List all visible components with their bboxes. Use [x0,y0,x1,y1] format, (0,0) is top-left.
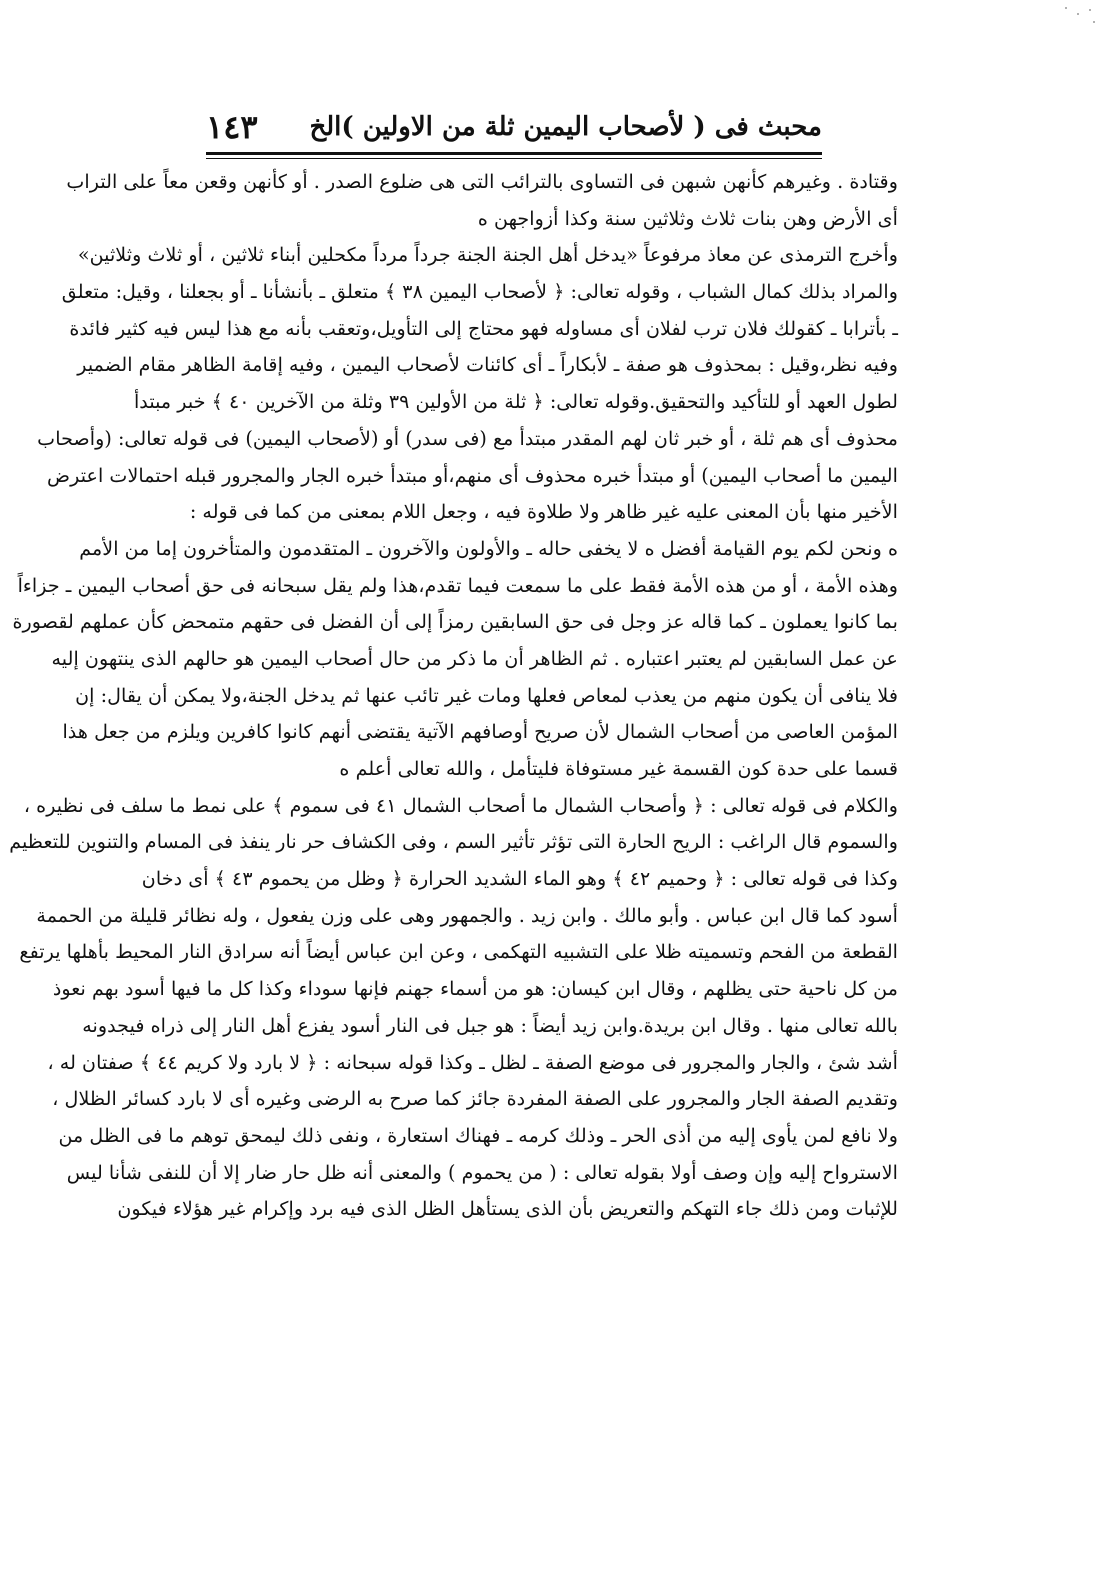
text-line: القطعة من الفحم وتسميته ظلا على التشبيه التهكمى ، وعن ابن عباس أيضاً أنه سرادق النار المحيط بأهلها يرتفع [19,940,898,964]
text-line: أسود كما قال ابن عباس . وأبو مالك . وابن زيد . والجمهور وهى على وزن يفعول ، وله نظائر قليلة من الحممة [36,903,898,927]
header-rule [206,152,822,155]
text-line: والسموم قال الراغب : الريح الحارة التى تؤثر تأثير السم ، وفى الكشاف حر نار ينفذ فى المسام والتنوين للتعظيم [9,830,898,854]
text-line: والمراد بذلك كمال الشباب ، وقوله تعالى: ﴿ لأصحاب اليمين ٣٨ ﴾ متعلق ـ بأنشأنا ـ أو بجعلنا ، وقيل: متعلق [61,280,898,304]
text-line: المؤمن العاصى من أصحاب الشمال لأن صريح أوصافهم الآتية يقتضى أنهم كانوا كافرين ويلزم من جعل هذا [62,720,898,744]
text-line: ولا نافع لمن يأوى إليه من أذى الحر ـ وذلك كرمه ـ فهناك استعارة ، ونفى ذلك ليمحق توهم ما فى الظل من [58,1123,898,1147]
text-line: وأخرج الترمذى عن معاذ مرفوعاً «يدخل أهل الجنة الجنة جرداً مرداً مكحلين أبناء ثلاثين ، أو ثلاث وثلاثين» [77,243,898,267]
text-line: محذوف أى هم ثلة ، أو خبر ثان لهم المقدر مبتدأ مع (فى سدر) أو (لأصحاب اليمين) فى قوله تعالى: (وأصحاب [37,426,898,450]
text-line: وقتادة . وغيرهم كأنهن شبهن فى التساوى بالترائب التى هى ضلوع الصدر . أو كأنهن وقعن معاً على التراب [66,170,898,193]
text-line: الأخير منها بأن المعنى عليه غير ظاهر ولا طلاوة فيه ، وجعل اللام بمعنى من كما فى قوله : [189,500,898,524]
text-line: للإثبات ومن ذلك جاء التهكم والتعريض بأن الذى يستأهل الظل الذى فيه برد وإكرام غير هؤلاء فيكون [117,1197,898,1221]
text-line: أى الأرض وهن بنات ثلاث وثلاثين سنة وكذا أزواجهن ه [477,206,898,230]
page-number: ١٤٣ [206,108,258,146]
text-line: لطول العهد أو للتأكيد والتحقيق.وقوله تعالى: ﴿ ثلة من الأولين ٣٩ وثلة من الآخرين ٤٠ ﴾ خبر مبتدأ [133,390,898,414]
text-line: عن عمل السابقين لم يعتبر اعتباره . ثم الظاهر أن ما ذكر من حال أصحاب اليمين هو حالهم الذى ينتهون إليه [51,646,898,670]
text-line: وكذا فى قوله تعالى : ﴿ وحميم ٤٢ ﴾ وهو الماء الشديد الحرارة ﴿ وظل من يحموم ٤٣ ﴾ أى دخان [141,867,898,891]
text-line: قسما على حدة كون القسمة غير مستوفاة فليتأمل ، والله تعالى أعلم ه [339,757,898,780]
text-line: اليمين ما أصحاب اليمين) أو مبتدأ خبره محذوف أى منهم،أو مبتدأ خبره الجار والمجرور قبله احتمالات اعترض [46,463,898,487]
text-line: الاسترواح إليه وإن وصف أولا بقوله تعالى : ( من يحموم ) والمعنى أنه ظل حار ضار إلا أن للنفى شأنا ليس [66,1160,898,1184]
text-line: ه ونحن لكم يوم القيامة أفضل ه لا يخفى حاله ـ والأولون والآخرون ـ المتقدمون والمتأخرون إما من الأمم [79,536,898,560]
running-title: محبث فى ( لأصحاب اليمين ثلة من الاولين )الخ [309,112,822,142]
text-line: فلا ينافى أن يكون منهم من يعذب لمعاص فعلها ومات غير تائب عنها ثم يدخل الجنة،ولا يمكن أن يقال: إن [75,683,898,707]
text-line: أشد شئ ، والجار والمجرور فى موضع الصفة ـ لظل ـ وكذا قوله سبحانه : ﴿ لا بارد ولا كريم ٤٤ ﴾ صفتان له ، [47,1050,898,1074]
text-line: ـ بأترابا ـ كقولك فلان ترب لفلان أى مساوله فهو محتاج إلى التأويل،وتعقب بأنه مع هذا ليس فيه كثير فائدة [69,316,898,340]
text-line: والكلام فى قوله تعالى : ﴿ وأصحاب الشمال ما أصحاب الشمال ٤١ فى سموم ﴾ على نمط ما سلف فى نظيره ، [23,793,898,817]
text-line: بالله تعالى منها . وقال ابن بريدة.وابن زيد أيضاً : هو جبل فى النار أسود يفزع أهل النار إلى ذراه فيجدونه [82,1013,898,1037]
text-line: وهذه الأمة ، أو من هذه الأمة فقط على ما سمعت فيما تقدم،هذا ولم يقل سبحانه فى حق أصحاب اليمين ـ جزاءاً [17,573,898,597]
text-line: وتقديم الصفة الجار والمجرور على الصفة المفردة جائز كما صرح به الرضى وغيره أى لا بارد كسائر الظلال ، [52,1087,898,1111]
header-rule-thin [206,158,822,159]
text-line: وفيه نظر،وقيل : بمحذوف هو صفة ـ لأبكاراً ـ أى كائنات لأصحاب اليمين ، وفيه إقامة الظاهر مقام الضمير [77,353,898,377]
running-header [206,108,822,148]
body-text [9,164,898,1228]
paper-speck-marks [1060,4,1100,28]
text-line: من كل ناحية حتى يظلهم ، وقال ابن كيسان: هو من أسماء جهنم فإنها سوداء وكذا كل ما فيها أسود بهم نعوذ [52,977,898,1001]
text-line: بما كانوا يعملون ـ كما قاله عز وجل فى حق السابقين رمزاً إلى أن الفضل فى حقهم متمحض كأن عملهم لقصورة [12,610,898,634]
